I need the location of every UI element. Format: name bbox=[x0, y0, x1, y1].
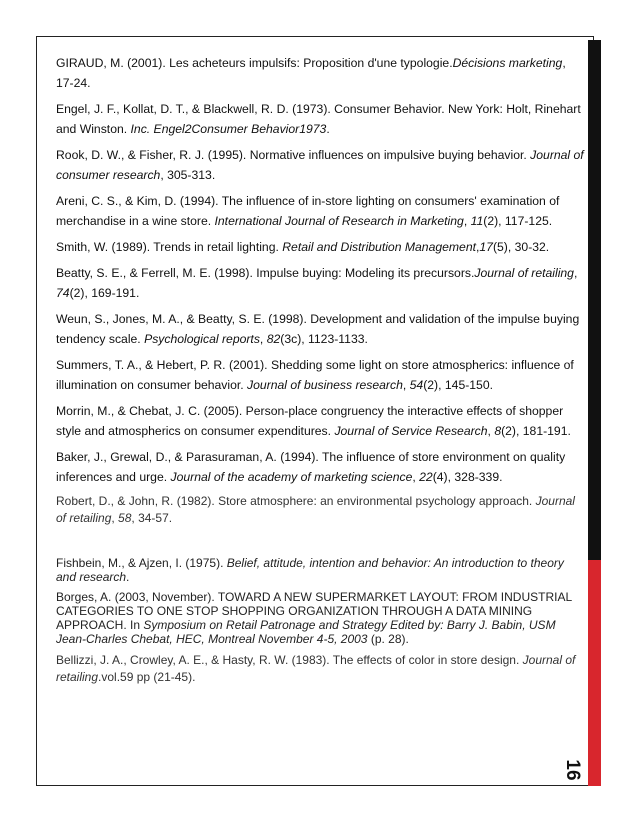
reference-entry bbox=[56, 145, 586, 185]
reference-italic-text: Décisions marketing bbox=[452, 56, 563, 70]
reference-italic-text: 8 bbox=[494, 424, 502, 438]
reference-italic-text: Journal of the academy of marketing science bbox=[170, 470, 413, 484]
reference-entry bbox=[56, 401, 586, 441]
reference-text: , 305-313. bbox=[160, 168, 216, 182]
reference-text: Bellizzi, J. A., Crowley, A. E., & Hasty, R. W. (1983). The effects of color in store design. bbox=[56, 653, 523, 667]
reference-text: Weun, S., Jones, M. A., & Beatty, S. E. (1998). Development and validation of the impulse buying tendency scale. bbox=[56, 312, 580, 346]
side-bar-black bbox=[588, 40, 601, 560]
reference-text: , 34-57. bbox=[131, 511, 173, 525]
reference-entry bbox=[56, 263, 586, 303]
reference-italic-text: Journal of retailing bbox=[56, 494, 575, 525]
reference-text: . bbox=[326, 122, 330, 136]
reference-entry bbox=[56, 53, 586, 93]
reference-entry bbox=[56, 309, 586, 349]
reference-text: (p. 28). bbox=[367, 632, 409, 646]
reference-text: Fishbein, M., & Ajzen, I. (1975). bbox=[56, 556, 227, 570]
reference-text: .vol.59 pp (21-45). bbox=[98, 670, 196, 684]
reference-italic-text: Retail and Distribution Management bbox=[282, 240, 477, 254]
reference-italic-text: International Journal of Research in Marketing bbox=[214, 214, 464, 228]
reference-entry bbox=[56, 191, 586, 231]
reference-italic-text: Psychological reports bbox=[144, 332, 260, 346]
reference-text: Smith, W. (1989). Trends in retail lighting. bbox=[56, 240, 283, 254]
reference-entry bbox=[56, 237, 586, 257]
reference-text: (2), 145-150. bbox=[423, 378, 493, 392]
reference-text: Robert, D., & John, R. (1982). Store atmosphere: an environmental psychology approach. bbox=[56, 494, 536, 508]
reference-text: Areni, C. S., & Kim, D. (1994). The influence of in-store lighting on consumers' examination of merchandise in a wine store. bbox=[56, 194, 560, 228]
reference-text: , bbox=[487, 424, 495, 438]
reference-text: , bbox=[476, 240, 480, 254]
reference-text: Summers, T. A., & Hebert, P. R. (2001). Shedding some light on store atmospherics: influence of illumination on consumer behavior. bbox=[56, 358, 574, 392]
reference-entry bbox=[56, 493, 586, 527]
reference-text: , 17-24. bbox=[56, 56, 566, 90]
reference-entry bbox=[56, 652, 586, 686]
reference-italic-text: 74 bbox=[56, 286, 70, 300]
reference-text: Borges, A. (2003, November). TOWARD A NEW SUPERMARKET LAYOUT: FROM INDUSTRIAL CATEGORIES TO ONE STOP SHOPPING ORGANIZATION THROUGH A DATA MINING APPROACH. In bbox=[56, 590, 572, 632]
reference-entry bbox=[56, 590, 586, 646]
reference-entry bbox=[56, 355, 586, 395]
reference-italic-text: Journal of retailing bbox=[474, 266, 574, 280]
reference-italic-text: Symposium on Retail Patronage and Strategy Edited by: Barry J. Babin, USM Jean-Charles Chebat, HEC, Montreal November 4-5, 2003 bbox=[56, 618, 556, 646]
reference-italic-text: Journal of Service Research bbox=[334, 424, 488, 438]
reference-entry bbox=[56, 447, 586, 487]
reference-italic-text: Journal of business research bbox=[247, 378, 403, 392]
reference-text: , bbox=[259, 332, 267, 346]
reference-text: Engel, J. F., Kollat, D. T., & Blackwell, R. D. (1973). Consumer Behavior. New York: Holt, Rinehart and Winston. bbox=[56, 102, 581, 136]
reference-text: Baker, J., Grewal, D., & Parasuraman, A. (1994). The influence of store environment on quality inferences and urge. bbox=[56, 450, 566, 484]
reference-italic-text: Journal of retailing bbox=[56, 653, 576, 684]
reference-italic-text: 58 bbox=[118, 511, 132, 525]
reference-text: (2), 169-191. bbox=[69, 286, 140, 300]
reference-italic-text: Journal of consumer research bbox=[56, 148, 584, 182]
reference-text: , bbox=[573, 266, 578, 280]
reference-italic-text: 82 bbox=[266, 332, 281, 346]
page-number: 16 bbox=[562, 759, 583, 781]
reference-italic-text: 17 bbox=[479, 240, 493, 254]
reference-italic-text: 11 bbox=[470, 214, 484, 228]
reference-text: , bbox=[111, 511, 119, 525]
reference-text: , bbox=[412, 470, 420, 484]
reference-text: Rook, D. W., & Fisher, R. J. (1995). Normative influences on impulsive buying behavior. bbox=[56, 148, 531, 162]
reference-text: GIRAUD, M. (2001). Les acheteurs impulsifs: Proposition d'une typologie. bbox=[56, 56, 453, 70]
reference-text: Morrin, M., & Chebat, J. C. (2005). Person-place congruency the interactive effects of shopper style and atmospherics on consumer expenditures. bbox=[56, 404, 564, 438]
reference-text: Beatty, S. E., & Ferrell, M. E. (1998). Impulse buying: Modeling its precursors. bbox=[56, 266, 475, 280]
reference-entry bbox=[56, 99, 586, 139]
reference-italic-text: 22 bbox=[419, 470, 433, 484]
reference-text: (5), 30-32. bbox=[492, 240, 550, 254]
side-bar-red bbox=[588, 560, 601, 786]
reference-entry bbox=[56, 556, 586, 584]
reference-italic-text: Belief, attitude, intention and behavior: An introduction to theory and research bbox=[56, 556, 564, 584]
reference-italic-text: 54 bbox=[409, 378, 424, 392]
reference-text: , bbox=[463, 214, 471, 228]
reference-text: (2), 117-125. bbox=[483, 214, 553, 228]
reference-text: , bbox=[402, 378, 410, 392]
reference-text: (2), 181-191. bbox=[501, 424, 571, 438]
reference-list bbox=[56, 53, 586, 697]
reference-italic-text: Inc. Engel2Consumer Behavior1973 bbox=[130, 122, 327, 136]
reference-text: (3c), 1123-1133. bbox=[280, 332, 368, 346]
reference-text: . bbox=[126, 570, 130, 584]
section-gap bbox=[56, 538, 586, 556]
reference-text: (4), 328-339. bbox=[432, 470, 503, 484]
